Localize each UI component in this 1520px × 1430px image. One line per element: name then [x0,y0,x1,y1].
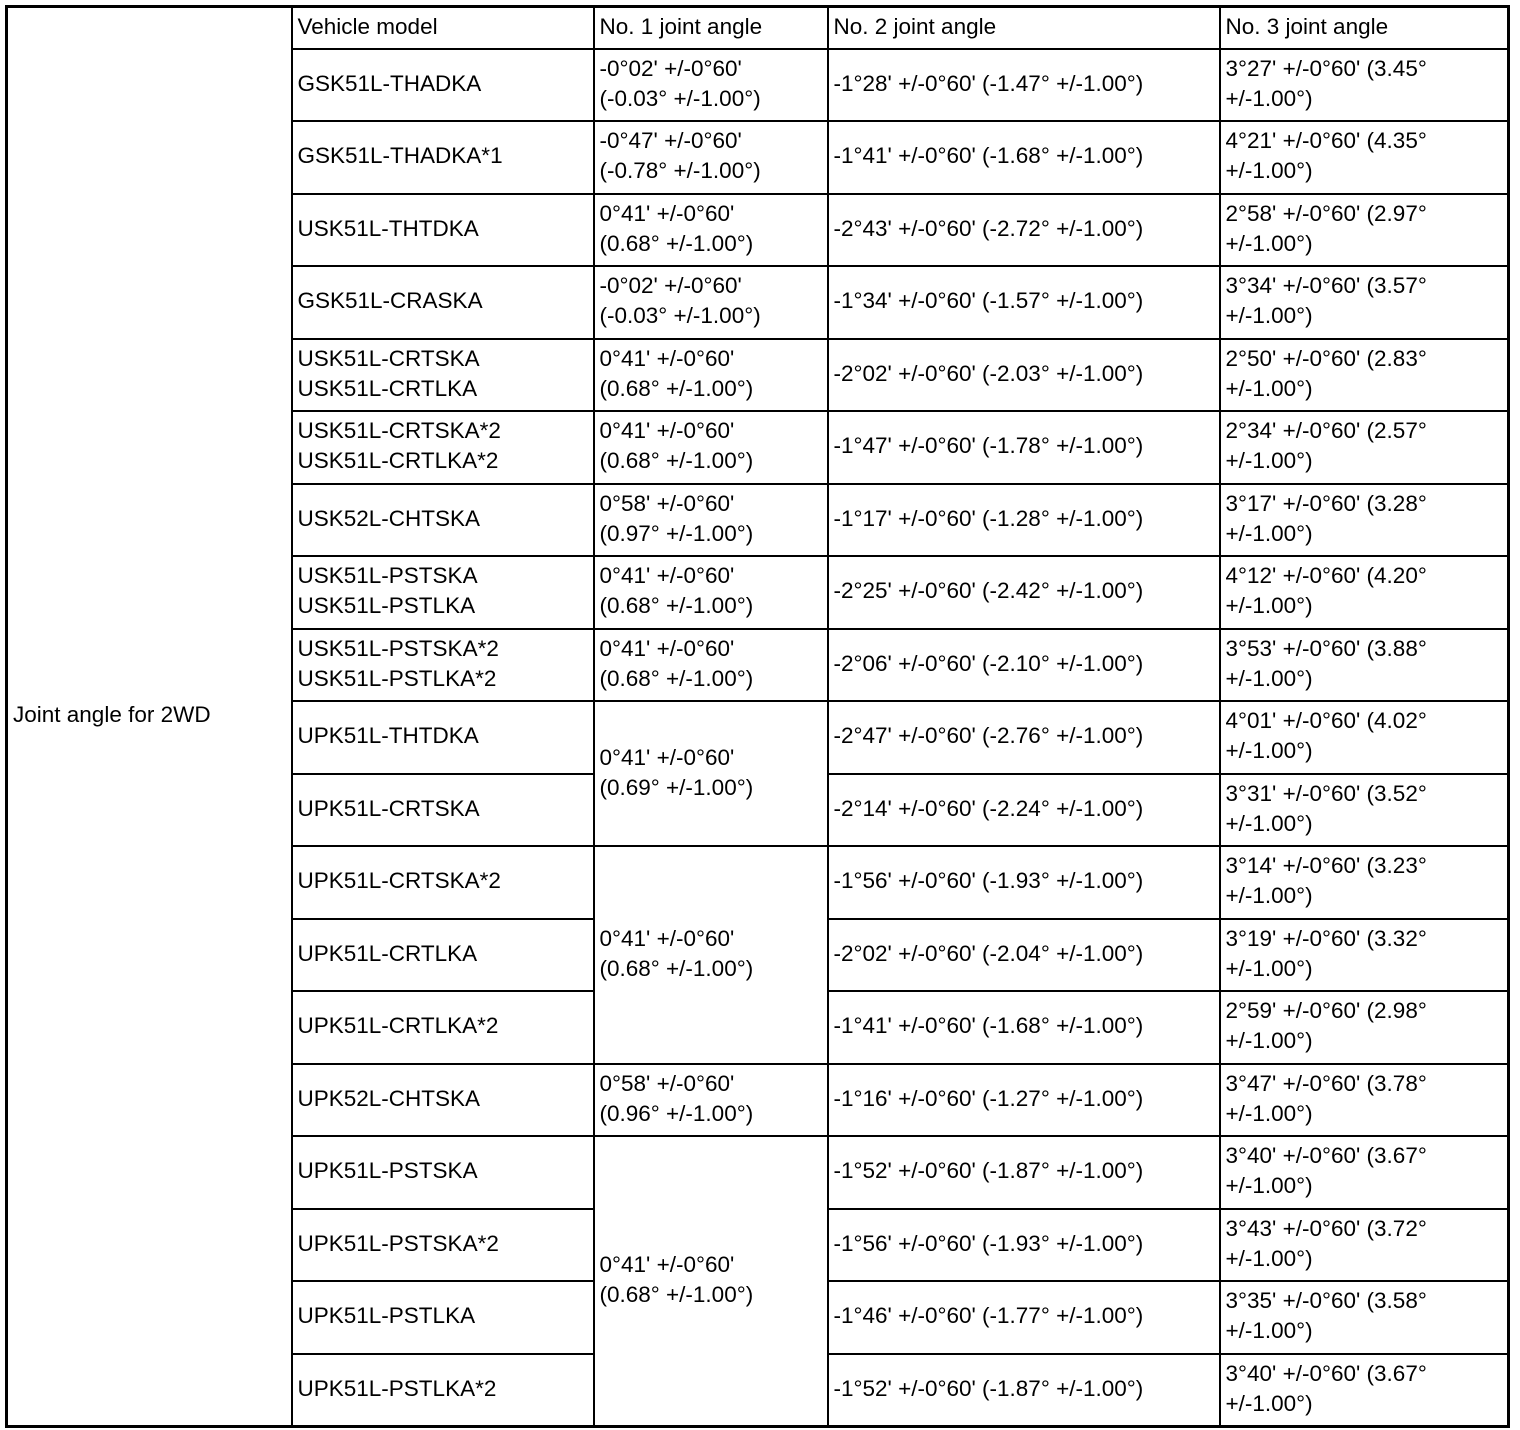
joint-2-cell: -1°28' +/-0°60' (-1.47° +/-1.00°) [828,49,1220,122]
cell-line: +/-1.00°) [1225,1173,1313,1199]
joint-2-cell: -2°14' +/-0°60' (-2.24° +/-1.00°) [828,774,1220,847]
cell-line: UPK51L-CRTSKA*2 [297,868,501,894]
vehicle-model-cell [292,629,594,702]
vehicle-model-cell [292,774,594,847]
joint-2-cell: -1°41' +/-0°60' (-1.68° +/-1.00°) [828,121,1220,194]
cell-line: 4°21' +/-0°60' (4.35° [1225,128,1427,154]
cell-line: 3°27' +/-0°60' (3.45° [1225,55,1427,81]
header-row [7,7,1509,49]
joint-2-cell: -1°52' +/-0°60' (-1.87° +/-1.00°) [828,1354,1220,1427]
cell-line: 0°41' +/-0°60' [599,345,735,371]
cell-line: 0°41' +/-0°60' [599,200,735,226]
joint-3-cell [1220,919,1509,992]
joint-1-cell [594,194,828,267]
joint-2-cell: -2°47' +/-0°60' (-2.76° +/-1.00°) [828,701,1220,774]
cell-line: 3°47' +/-0°60' (3.78° [1225,1070,1427,1096]
joint-2-cell: -1°47' +/-0°60' (-1.78° +/-1.00°) [828,411,1220,484]
cell-line: UPK51L-THTDKA [297,723,479,749]
joint-3-cell [1220,1136,1509,1209]
vehicle-model-cell [292,556,594,629]
cell-line: 3°17' +/-0°60' (3.28° [1225,490,1427,516]
joint-2-cell: -1°34' +/-0°60' (-1.57° +/-1.00°) [828,266,1220,339]
joint-3-cell [1220,339,1509,412]
vehicle-model-cell [292,701,594,774]
vehicle-model-cell [292,846,594,919]
cell-line: USK51L-PSTSKA*2 [297,635,499,661]
vehicle-model-cell [292,1064,594,1137]
header-vehicle-model: Vehicle model [292,7,594,49]
joint-3-cell [1220,1281,1509,1354]
cell-line: 2°59' +/-0°60' (2.98° [1225,998,1427,1024]
cell-line: UPK51L-PSTLKA [297,1303,476,1329]
cell-line: USK51L-CRTSKA*2 [297,418,501,444]
cell-line: +/-1.00°) [1225,955,1313,981]
cell-line: 2°34' +/-0°60' (2.57° [1225,418,1427,444]
joint-3-cell [1220,1354,1509,1427]
cell-line: USK51L-PSTLKA [297,593,476,619]
joint-2-cell: -1°46' +/-0°60' (-1.77° +/-1.00°) [828,1281,1220,1354]
joint-1-cell [594,629,828,702]
vehicle-model-cell [292,484,594,557]
cell-line: USK52L-CHTSKA [297,505,481,531]
cell-line: +/-1.00°) [1225,375,1313,401]
joint-1-cell [594,484,828,557]
joint-angle-table [5,5,1510,1428]
joint-3-cell [1220,1209,1509,1282]
joint-3-cell [1220,194,1509,267]
cell-line: -0°47' +/-0°60' [599,128,742,154]
cell-line: USK51L-CRTLKA*2 [297,448,499,474]
joint-1-cell [594,121,828,194]
cell-line: +/-1.00°) [1225,1245,1313,1271]
cell-line: +/-1.00°) [1225,520,1313,546]
cell-line: 3°40' +/-0°60' (3.67° [1225,1143,1427,1169]
header-joint-2: No. 2 joint angle [828,7,1220,49]
cell-line: +/-1.00°) [1225,738,1313,764]
cell-line: USK51L-PSTSKA [297,563,478,589]
cell-line: -0°02' +/-0°60' [599,273,742,299]
cell-line: +/-1.00°) [1225,1028,1313,1054]
joint-2-cell: -1°52' +/-0°60' (-1.87° +/-1.00°) [828,1136,1220,1209]
cell-line: (-0.03° +/-1.00°) [599,85,761,111]
cell-line: (0.68° +/-1.00°) [599,375,754,401]
joint-2-cell: -2°06' +/-0°60' (-2.10° +/-1.00°) [828,629,1220,702]
cell-line: GSK51L-THADKA [297,70,482,96]
cell-line: +/-1.00°) [1225,158,1313,184]
joint-2-cell: -1°56' +/-0°60' (-1.93° +/-1.00°) [828,846,1220,919]
cell-line: 3°31' +/-0°60' (3.52° [1225,780,1427,806]
cell-line: +/-1.00°) [1225,1100,1313,1126]
cell-line: (-0.03° +/-1.00°) [599,303,761,329]
cell-line: (-0.78° +/-1.00°) [599,158,761,184]
cell-line: 2°50' +/-0°60' (2.83° [1225,345,1427,371]
cell-line: (0.68° +/-1.00°) [599,955,754,981]
joint-1-cell [594,339,828,412]
joint-1-cell [594,846,828,1064]
joint-1-cell [594,266,828,339]
vehicle-model-cell [292,339,594,412]
cell-line: 0°41' +/-0°60' [599,563,735,589]
vehicle-model-cell [292,121,594,194]
joint-2-cell: -2°02' +/-0°60' (-2.03° +/-1.00°) [828,339,1220,412]
cell-line: (0.68° +/-1.00°) [599,448,754,474]
cell-line: 0°41' +/-0°60' [599,418,735,444]
joint-2-cell: -1°56' +/-0°60' (-1.93° +/-1.00°) [828,1209,1220,1282]
joint-2-cell: -2°02' +/-0°60' (-2.04° +/-1.00°) [828,919,1220,992]
cell-line: USK51L-THTDKA [297,215,479,241]
cell-line: 4°12' +/-0°60' (4.20° [1225,563,1427,589]
vehicle-model-cell [292,49,594,122]
cell-line: USK51L-CRTLKA [297,375,478,401]
cell-line: 0°41' +/-0°60' [599,744,735,770]
cell-line: (0.96° +/-1.00°) [599,1100,754,1126]
cell-line: (0.68° +/-1.00°) [599,593,754,619]
cell-line: +/-1.00°) [1225,230,1313,256]
joint-1-cell [594,1136,828,1426]
cell-line: 0°41' +/-0°60' [599,925,735,951]
joint-3-cell [1220,991,1509,1064]
cell-line: 3°35' +/-0°60' (3.58° [1225,1288,1427,1314]
joint-2-cell: -2°43' +/-0°60' (-2.72° +/-1.00°) [828,194,1220,267]
cell-line: UPK51L-PSTSKA [297,1158,478,1184]
cell-line: UPK51L-PSTSKA*2 [297,1230,499,1256]
cell-line: GSK51L-THADKA*1 [297,143,503,169]
cell-line: 0°41' +/-0°60' [599,635,735,661]
cell-line: 0°58' +/-0°60' [599,490,735,516]
cell-line: (0.69° +/-1.00°) [599,774,754,800]
cell-line: +/-1.00°) [1225,85,1313,111]
joint-3-cell [1220,121,1509,194]
cell-line: 3°19' +/-0°60' (3.32° [1225,925,1427,951]
joint-1-cell [594,1064,828,1137]
cell-line: +/-1.00°) [1225,810,1313,836]
joint-3-cell [1220,411,1509,484]
header-joint-3: No. 3 joint angle [1220,7,1509,49]
cell-line: UPK51L-CRTLKA*2 [297,1013,499,1039]
cell-line: +/-1.00°) [1225,448,1313,474]
joint-1-cell [594,556,828,629]
cell-line: USK51L-CRTSKA [297,345,480,371]
joint-3-cell [1220,484,1509,557]
cell-line: UPK51L-PSTLKA*2 [297,1375,497,1401]
cell-line: (0.68° +/-1.00°) [599,1281,754,1307]
cell-line: 0°41' +/-0°60' [599,1251,735,1277]
vehicle-model-cell [292,1354,594,1427]
cell-line: UPK51L-CRTSKA [297,795,480,821]
cell-line: +/-1.00°) [1225,883,1313,909]
cell-line: 4°01' +/-0°60' (4.02° [1225,708,1427,734]
cell-line: (0.97° +/-1.00°) [599,520,754,546]
vehicle-model-cell [292,1209,594,1282]
vehicle-model-cell [292,411,594,484]
cell-line: GSK51L-CRASKA [297,288,483,314]
joint-3-cell [1220,556,1509,629]
cell-line: 3°34' +/-0°60' (3.57° [1225,273,1427,299]
cell-line: UPK52L-CHTSKA [297,1085,481,1111]
vehicle-model-cell [292,1136,594,1209]
joint-1-cell [594,411,828,484]
cell-line: -0°02' +/-0°60' [599,55,742,81]
joint-3-cell [1220,846,1509,919]
vehicle-model-cell [292,266,594,339]
joint-1-cell [594,49,828,122]
cell-line: 3°40' +/-0°60' (3.67° [1225,1360,1427,1386]
cell-line: +/-1.00°) [1225,303,1313,329]
cell-line: USK51L-PSTLKA*2 [297,665,497,691]
cell-line: 2°58' +/-0°60' (2.97° [1225,200,1427,226]
joint-2-cell: -2°25' +/-0°60' (-2.42° +/-1.00°) [828,556,1220,629]
joint-3-cell [1220,774,1509,847]
cell-line: 0°58' +/-0°60' [599,1070,735,1096]
header-joint-1: No. 1 joint angle [594,7,828,49]
joint-3-cell [1220,701,1509,774]
cell-line: (0.68° +/-1.00°) [599,665,754,691]
cell-line: +/-1.00°) [1225,1318,1313,1344]
cell-line: +/-1.00°) [1225,1390,1313,1416]
vehicle-model-cell [292,919,594,992]
joint-3-cell [1220,1064,1509,1137]
joint-2-cell: -1°17' +/-0°60' (-1.28° +/-1.00°) [828,484,1220,557]
cell-line: 3°14' +/-0°60' (3.23° [1225,853,1427,879]
joint-1-cell [594,701,828,846]
row-group-label: Joint angle for 2WD [7,7,292,1427]
cell-line: UPK51L-CRTLKA [297,940,478,966]
cell-line: +/-1.00°) [1225,593,1313,619]
vehicle-model-cell [292,194,594,267]
cell-line: +/-1.00°) [1225,665,1313,691]
joint-2-cell: -1°41' +/-0°60' (-1.68° +/-1.00°) [828,991,1220,1064]
joint-3-cell [1220,49,1509,122]
vehicle-model-cell [292,991,594,1064]
cell-line: 3°43' +/-0°60' (3.72° [1225,1215,1427,1241]
joint-2-cell: -1°16' +/-0°60' (-1.27° +/-1.00°) [828,1064,1220,1137]
cell-line: 3°53' +/-0°60' (3.88° [1225,635,1427,661]
joint-3-cell [1220,629,1509,702]
joint-3-cell [1220,266,1509,339]
vehicle-model-cell [292,1281,594,1354]
cell-line: (0.68° +/-1.00°) [599,230,754,256]
